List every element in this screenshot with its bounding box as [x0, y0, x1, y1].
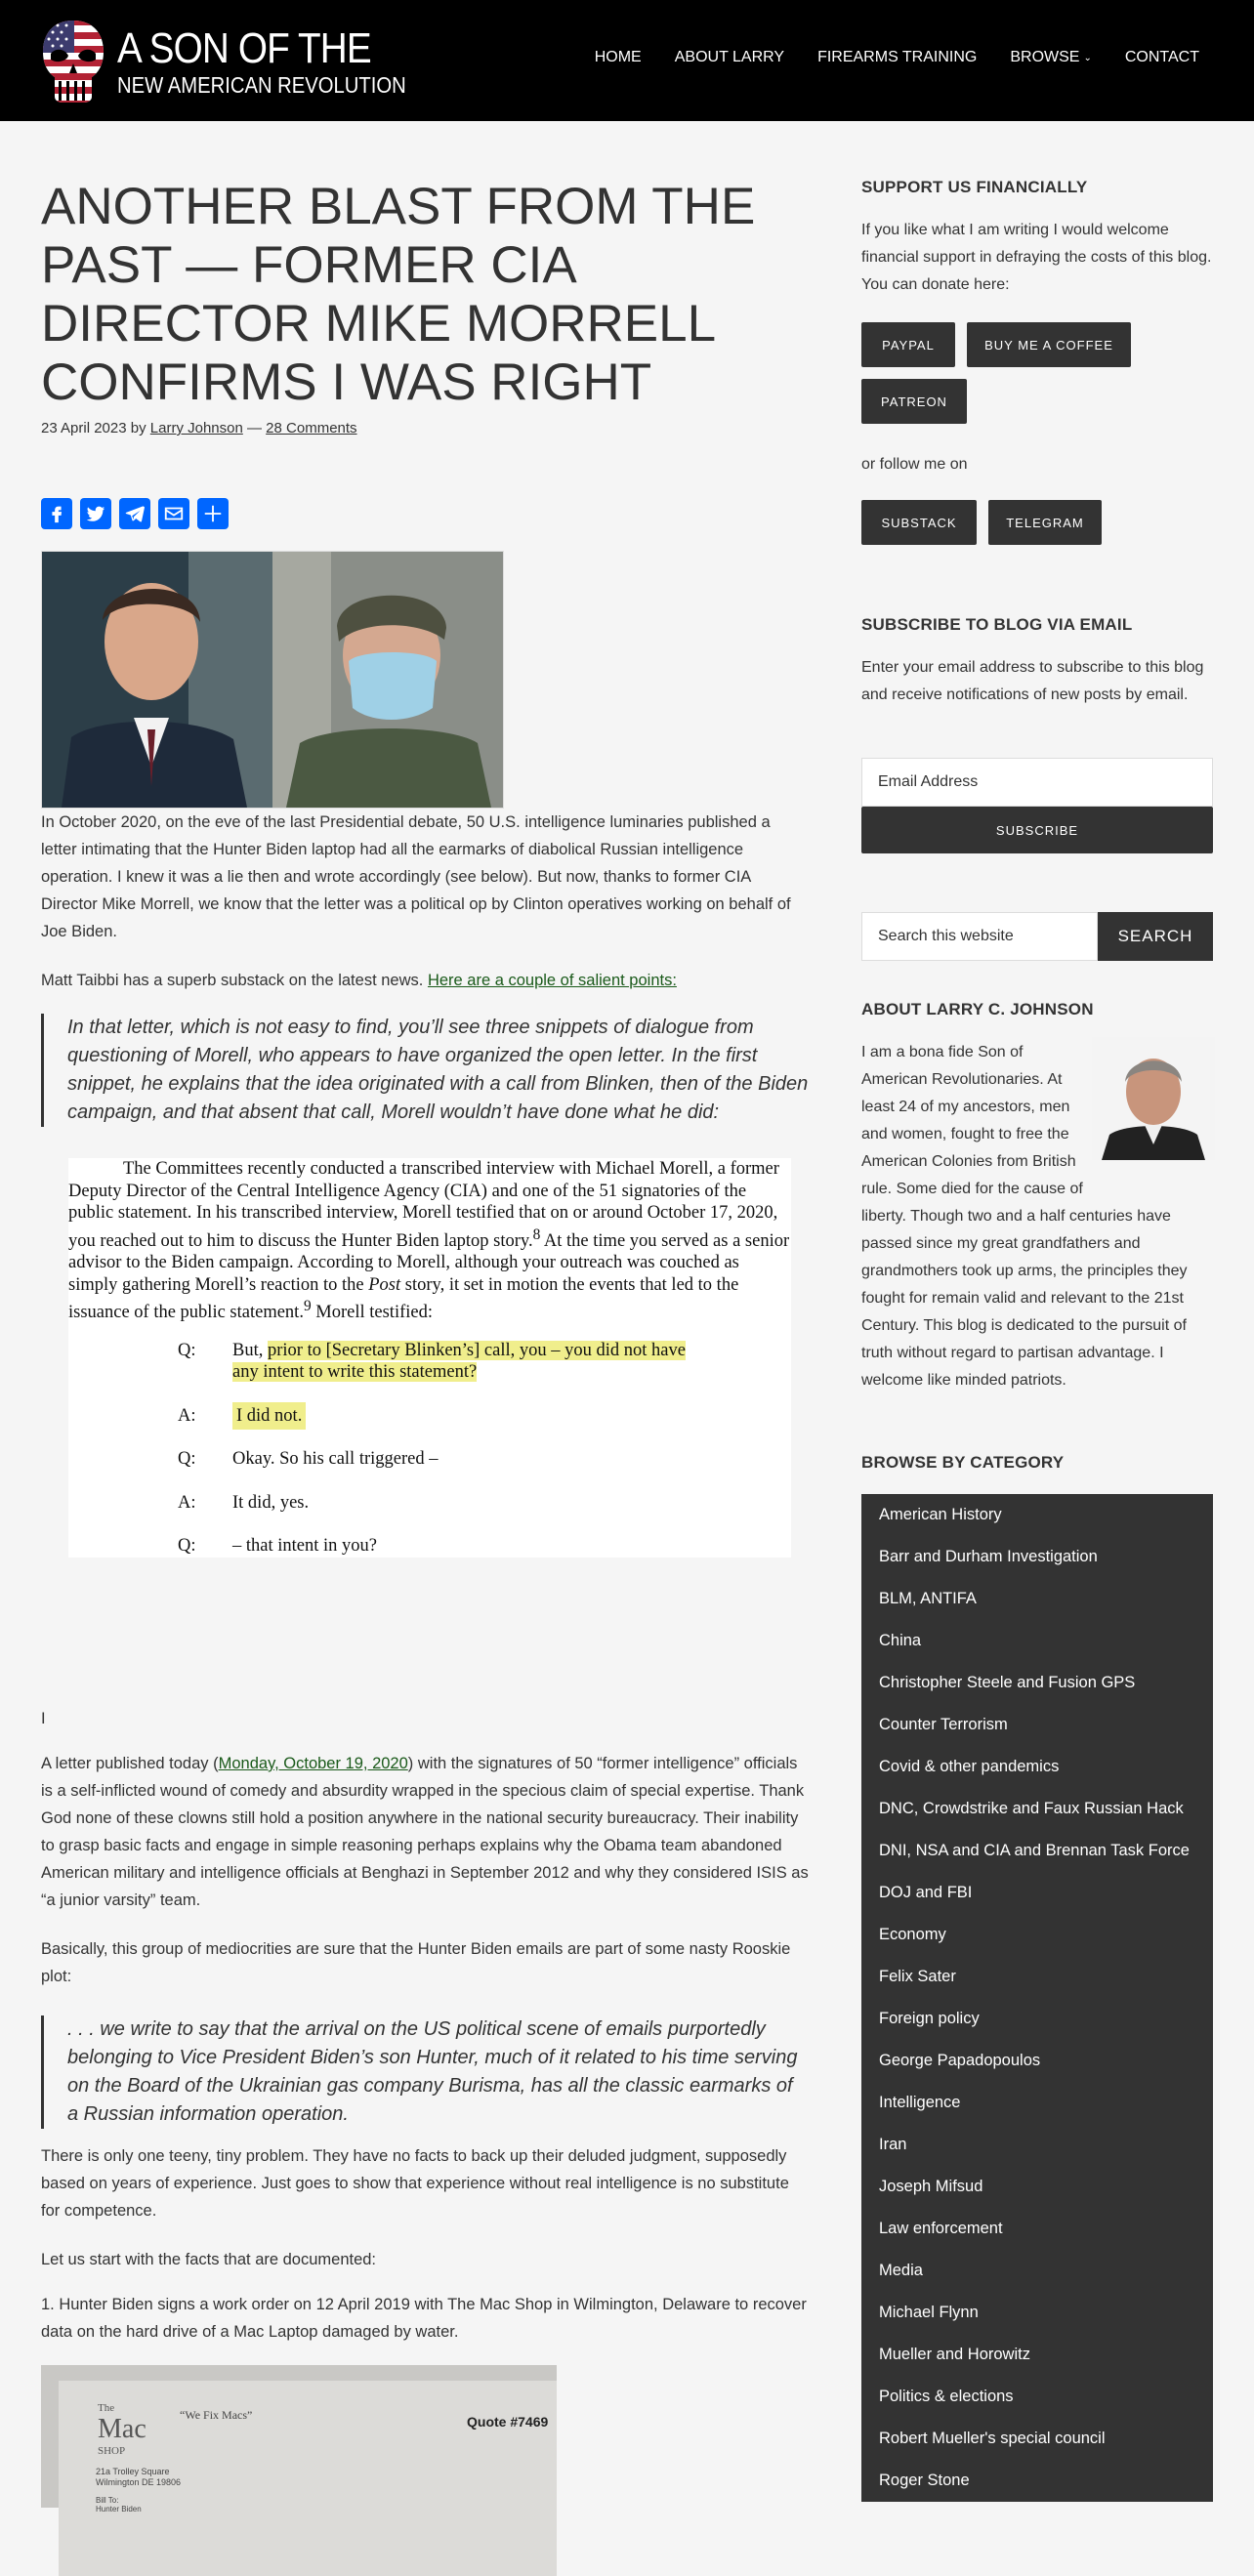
- qa-block: [178, 1340, 791, 1558]
- category-item[interactable]: Law enforcement: [879, 2220, 1003, 2237]
- paragraph-mediocrities: Basically, this group of mediocrities are sure that the Hunter Biden emails are part of some nasty Rooskie plot:: [41, 1940, 791, 1985]
- taibbi-text: Matt Taibbi has a superb substack on the latest news.: [41, 972, 424, 989]
- subscribe-button[interactable]: SUBSCRIBE: [861, 807, 1213, 853]
- post-title: ANOTHER BLAST FROM THE PAST — FORMER CIA DIRECTOR MIKE MORRELL CONFIRMS I WAS RIGHT: [41, 178, 756, 411]
- search-input[interactable]: Search this website: [861, 912, 1098, 961]
- invoice-address: [96, 2467, 181, 2488]
- qa-row: [178, 1340, 791, 1384]
- category-item[interactable]: Media: [879, 2262, 923, 2279]
- paragraph-taibbi: [41, 967, 809, 994]
- hunter-biden-photo: [42, 552, 272, 808]
- category-item[interactable]: American History: [879, 1506, 1002, 1523]
- invoice-bill-name: Hunter Biden: [96, 2505, 142, 2514]
- testimony-excerpt-image: [68, 1158, 791, 1558]
- invoice-shop-the: The: [98, 2402, 115, 2414]
- punisher-flag-skull-icon: [41, 19, 105, 104]
- qa-text: [232, 1448, 701, 1471]
- category-item[interactable]: Christopher Steele and Fusion GPS: [879, 1674, 1136, 1691]
- category-item[interactable]: Intelligence: [879, 2094, 961, 2111]
- post-by: by: [130, 420, 146, 436]
- avatar-spacer: [1088, 1039, 1213, 1178]
- qa-row: [178, 1492, 791, 1515]
- category-item[interactable]: DNI, NSA and CIA and Brennan Task Force: [879, 1842, 1190, 1859]
- letter-blockquote: [41, 2015, 809, 2129]
- invoice-shop-logo: [98, 2402, 146, 2457]
- mac-shop-invoice-image: [41, 2365, 557, 2514]
- category-item[interactable]: Michael Flynn: [879, 2304, 979, 2321]
- qa-label: A:: [178, 1405, 196, 1426]
- search-button[interactable]: SEARCH: [1098, 912, 1213, 961]
- salient-points-link[interactable]: Here are a couple of salient points:: [427, 972, 677, 989]
- invoice-address-line: Wilmington DE 19806: [96, 2477, 182, 2487]
- share-buttons: [41, 498, 236, 529]
- twitter-share-button[interactable]: [80, 498, 111, 529]
- logo-subtitle: NEW AMERICAN REVOLUTION: [117, 71, 406, 98]
- category-item[interactable]: DNC, Crowdstrike and Faux Russian Hack: [879, 1800, 1184, 1817]
- category-item[interactable]: Robert Mueller's special council: [879, 2430, 1106, 2447]
- paragraph-problem: There is only one teeny, tiny problem. They have no facts to back up their deluded judgment, supposedly based on years of experience. Just goes to show that experience without real intelligence is no substitute for competence.: [41, 2147, 789, 2220]
- qa-plain: But,: [232, 1340, 268, 1360]
- about-paragraph: I am a bona fide Son of American Revolutionaries. At least 24 of my ancestors, men and women, fought to free the American Colonies from British rule. Some died for the cause of liberty. Though two and a half centuries have passed since my great grandfathers and grandmothers took up arms, the principles they fought for remain valid and relevant to the 21st Century. This blog is dedicated to the pursuit of truth without regard to partisan advantage. I welcome like minded patriots.: [861, 1044, 1188, 1389]
- footnote-8: 8: [532, 1226, 541, 1243]
- hunter-and-morell-photo: [41, 551, 504, 809]
- site-logo[interactable]: [41, 18, 445, 105]
- chevron-down-icon: ⌄: [1083, 52, 1092, 63]
- meta-separator: —: [247, 420, 262, 436]
- category-item[interactable]: Politics & elections: [879, 2388, 1014, 2405]
- qa-row: [178, 1535, 791, 1558]
- patreon-button[interactable]: PATREON: [861, 379, 967, 424]
- article: [41, 121, 809, 2514]
- invoice-bill-to: [96, 2496, 142, 2514]
- author-link[interactable]: Larry Johnson: [149, 420, 243, 436]
- qa-plain: – that intent in you?: [232, 1536, 377, 1557]
- nav-about-larry[interactable]: ABOUT LARRY: [674, 49, 785, 65]
- comments-link[interactable]: 28 Comments: [266, 420, 357, 436]
- testimony-lead-c: story, it set in motion the events that led to the issuance of the public statement.: [68, 1274, 739, 1323]
- paragraph-work-order: 1. Hunter Biden signs a work order on 12 April 2019 with The Mac Shop in Wilmington, Delaware to recover data on the hard drive of a Mac Laptop damaged by water.: [41, 2296, 807, 2341]
- testimony-lead-b: At the time you served as a senior advisor to the Biden campaign. According to Morell, although your outreach was couched as simply gathering Morell’s reaction to the: [68, 1230, 790, 1295]
- support-text: If you like what I am writing I would welcome financial support in defraying the costs of this blog. You can donate here:: [861, 222, 1212, 293]
- testimony-lead-a: The Committees recently conducted a transcribed interview with Michael Morell, a former Deputy Director of the Central Intelligence Agency (CIA) and one of the 51 signatories of the public statement. In his transcribed interview, Morell testified that on or around October 17, 2020, you reached out to him to discuss the Hunter Biden laptop story.: [68, 1159, 779, 1251]
- qa-text: [232, 1535, 701, 1558]
- main-nav: [562, 49, 1199, 66]
- invoice-shop-name: Mac: [98, 2414, 146, 2444]
- invoice-tagline: “We Fix Macs”: [180, 2408, 253, 2422]
- subscribe-text: Enter your email address to subscribe to this blog and receive notifications of new posts by email.: [861, 659, 1204, 703]
- invoice-bill-label: Bill To:: [96, 2496, 119, 2505]
- invoice-address-line: 21a Trolley Square: [96, 2467, 170, 2476]
- buy-me-a-coffee-button[interactable]: BUY ME A COFFEE: [967, 322, 1131, 367]
- share-plus-icon: [202, 503, 224, 524]
- category-item[interactable]: BLM, ANTIFA: [879, 1590, 977, 1607]
- about-body: [861, 1039, 1213, 1394]
- letter-text-b: ) with the signatures of 50 “former intelligence” officials is a self-inflicted wound of comedy and absurdity wrapped in the specious claim of special expertise. Thank God none of these clowns still hold a position anywhere in the national security bureaucracy. Their inability to grasp basic facts and engage in simple reasoning perhaps explains why the Obama team abandoned American military and intelligence officials at Benghazi in September 2012 and why they considered ISIS as “a junior varsity” team.: [41, 1755, 809, 1909]
- category-item[interactable]: Economy: [879, 1926, 946, 1943]
- nav-browse[interactable]: [1010, 49, 1092, 66]
- taibbi-quote-text: In that letter, which is not easy to find, you’ll see three snippets of dialogue from questioning of Morell, who appears to have organized the open letter. In the first snippet, he explains that the idea originated with a call from Blinken, then of the Biden campaign, and that absent that call, Morell wouldn’t have done what he did:: [67, 1017, 809, 1123]
- about-title: ABOUT LARRY C. JOHNSON: [861, 1000, 1094, 1018]
- twitter-icon: [85, 503, 106, 524]
- nav-browse-label: BROWSE: [1010, 49, 1080, 65]
- category-item[interactable]: Barr and Durham Investigation: [879, 1548, 1098, 1565]
- more-share-button[interactable]: [197, 498, 229, 529]
- qa-label: A:: [178, 1492, 196, 1513]
- nav-home[interactable]: HOME: [594, 49, 642, 65]
- paypal-button[interactable]: PAYPAL: [861, 322, 955, 367]
- post-date: 23 April 2023: [41, 420, 127, 436]
- taibbi-blockquote: [41, 1014, 809, 1127]
- category-item[interactable]: China: [879, 1632, 922, 1649]
- nav-contact[interactable]: CONTACT: [1124, 49, 1199, 65]
- facebook-icon: [46, 503, 67, 524]
- envelope-icon: [163, 503, 185, 524]
- testimony-lead: [68, 1158, 791, 1324]
- telegram-icon: [124, 503, 146, 524]
- category-item[interactable]: Mueller and Horowitz: [879, 2346, 1030, 2363]
- stray-text: I: [41, 1710, 46, 1727]
- email-share-button[interactable]: [158, 498, 189, 529]
- qa-text: [232, 1405, 701, 1428]
- paragraph-letter: [41, 1750, 809, 1914]
- post-meta: [41, 420, 357, 436]
- invoice-quote-number: Quote #7469: [467, 2414, 549, 2430]
- category-item[interactable]: Joseph Mifsud: [879, 2178, 983, 2195]
- subscribe-title: SUBSCRIBE TO BLOG VIA EMAIL: [861, 615, 1133, 634]
- qa-label: Q:: [178, 1449, 196, 1470]
- letter-text-a: A letter published today (: [41, 1755, 219, 1772]
- date-link[interactable]: Monday, October 19, 2020: [218, 1755, 408, 1772]
- paragraph-intro: In October 2020, on the eve of the last Presidential debate, 50 U.S. intelligence luminaries published a letter intimating that the Hunter Biden laptop had all the earmarks of diabolical Russian intelligence operation. I knew it was a lie then and wrote accordingly (see below). But now, thanks to former CIA Director Mike Morrell, we know that the letter was a political op by Clinton operatives working on behalf of Joe Biden.: [41, 813, 791, 940]
- invoice-paper: [59, 2381, 557, 2576]
- follow-text: or follow me on: [861, 456, 968, 473]
- qa-text: [232, 1492, 701, 1515]
- category-item[interactable]: Foreign policy: [879, 2010, 980, 2027]
- email-input[interactable]: Email Address: [861, 758, 1213, 807]
- logo-title: A SON OF THE: [117, 23, 371, 72]
- category-item[interactable]: DOJ and FBI: [879, 1884, 973, 1901]
- category-item[interactable]: Iran: [879, 2136, 907, 2153]
- qa-row: [178, 1405, 791, 1428]
- qa-plain: It did, yes.: [232, 1492, 310, 1513]
- categories-title: BROWSE BY CATEGORY: [861, 1453, 1065, 1472]
- qa-label: Q:: [178, 1340, 196, 1360]
- telegram-share-button[interactable]: [119, 498, 150, 529]
- qa-highlight: I did not.: [232, 1402, 306, 1430]
- morell-masked-photo: [272, 552, 503, 808]
- invoice-shop-sub: SHOP: [98, 2445, 126, 2457]
- category-list: [861, 1494, 1213, 2502]
- testimony-post-word: Post: [368, 1274, 401, 1295]
- qa-plain: Okay. So his call triggered –: [232, 1449, 439, 1470]
- category-item[interactable]: George Papadopoulos: [879, 2052, 1041, 2069]
- site-header: [0, 0, 1254, 121]
- letter-quote-text: . . . we write to say that the arrival on the US political scene of emails purportedly belonging to Vice President Biden’s son Hunter, much of it related to his time serving on the Board of the Ukrainian gas company Burisma, has all the classic earmarks of a Russian information operation.: [67, 2018, 798, 2125]
- qa-text: [232, 1340, 701, 1384]
- qa-row: [178, 1448, 791, 1471]
- category-item[interactable]: Counter Terrorism: [879, 1716, 1008, 1733]
- nav-firearms-training[interactable]: FIREARMS TRAINING: [817, 49, 978, 65]
- category-item[interactable]: Roger Stone: [879, 2472, 970, 2489]
- support-title: SUPPORT US FINANCIALLY: [861, 178, 1088, 196]
- paragraph-facts: Let us start with the facts that are documented:: [41, 2251, 377, 2268]
- qa-highlight: prior to [Secretary Blinken’s] call, you – you did not have any intent to write this statement?: [232, 1340, 686, 1383]
- testimony-lead-d: Morell testified:: [311, 1303, 433, 1323]
- telegram-button[interactable]: TELEGRAM: [988, 500, 1102, 545]
- qa-label: Q:: [178, 1536, 196, 1557]
- category-item[interactable]: Covid & other pandemics: [879, 1758, 1060, 1775]
- facebook-share-button[interactable]: [41, 498, 72, 529]
- category-item[interactable]: Felix Sater: [879, 1968, 956, 1985]
- footnote-9: 9: [303, 1298, 312, 1315]
- substack-button[interactable]: SUBSTACK: [861, 500, 977, 545]
